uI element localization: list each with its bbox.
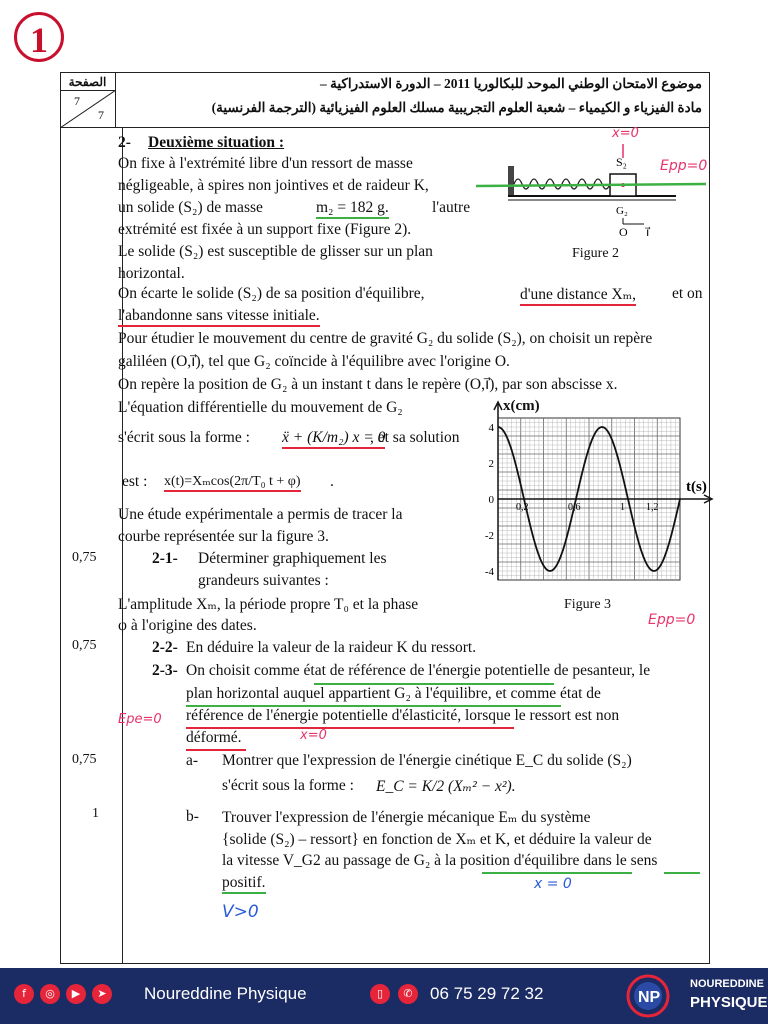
p5-equation: ẍ + (K/m₂) x = 0 [282, 429, 385, 449]
p5-line-2a: s'écrit sous la forme : [118, 429, 250, 446]
brand-logo-icon [612, 972, 684, 1020]
underline-red-2 [186, 749, 246, 751]
header-line-1: موضوع الامتحان الوطني الموحد للبكالوريا 2011 – الدورة الاستدراكية – [319, 76, 702, 91]
q21-line-1: Déterminer graphiquement les [198, 550, 387, 567]
qb-line-1: Trouver l'expression de l'énergie mécanique Eₘ du système [222, 809, 591, 826]
p5-line-3a: est : [122, 473, 148, 490]
p1-mass-value: m₂ = 182 g. [316, 199, 389, 219]
x-tick-label: 1 [620, 502, 625, 513]
wall-support [508, 166, 514, 196]
q23-line-2: plan horizontal auquel appartient G₂ à l'équilibre, et comme état de [186, 685, 601, 702]
figure-3-chart [476, 398, 716, 598]
hand-note-v-positive: V>0 [222, 902, 259, 922]
figure-3-caption: Figure 3 [564, 597, 612, 612]
page-indicator [60, 72, 116, 128]
figure-2-diagram [476, 140, 706, 250]
telegram-icon[interactable]: ➤ [92, 984, 112, 1004]
p2-d: l'abandonne sans vitesse initiale. [118, 307, 320, 327]
section-title: Deuxième situation : [148, 134, 285, 151]
page-number-badge: 1 [14, 12, 64, 62]
qa-formula: E_C = K/2 (Xₘ² − x²). [376, 778, 516, 795]
p1-line-3b: l'autre [432, 199, 471, 216]
page-divider [60, 90, 116, 128]
score-qa: 0,75 [72, 752, 97, 767]
score-q21: 0,75 [72, 550, 97, 565]
p3-line-2: galiléen (O,i⃗), tel que G₂ coïncide à l'équilibre avec l'origine O. [118, 353, 510, 370]
page-current: 7 [74, 94, 80, 108]
q23-number: 2-3- [152, 662, 178, 679]
q23-line-1: On choisit comme état de référence de l'énergie potentielle de pesanteur, le [186, 662, 651, 679]
underline-green-4 [664, 872, 700, 874]
p4-line: On repère la position de G₂ à un instant t dans le repère (O,i⃗), par son abscisse x. [118, 376, 618, 393]
q21-line-4: φ à l'origine des dates. [118, 617, 257, 634]
label-i: i⃗ [646, 225, 650, 239]
p6-line-2: courbe représentée sur la figure 3. [118, 528, 329, 545]
figure-2-caption: Figure 2 [572, 246, 620, 261]
p1-line-6: horizontal. [118, 265, 185, 282]
q21-line-3: L'amplitude Xₘ, la période propre T₀ et la phase [118, 596, 419, 613]
hand-note-epp0: Epp=0 [660, 158, 708, 174]
footer-channel-name: Noureddine Physique [144, 984, 307, 1003]
header-line-2: مادة الفيزياء و الكيمياء – شعبة العلوم التجريبية مسلك العلوم الفيزيائية (الترجمة الفرنسية) [211, 100, 702, 115]
qb-line-4: positif. [222, 874, 266, 894]
whatsapp-icon[interactable]: ✆ [398, 984, 418, 1004]
y-tick-label: -2 [484, 530, 494, 542]
label-g2: G₂ [616, 205, 628, 217]
p5-line-3b: . [330, 473, 334, 490]
qb-line-3: la vitesse V_G2 au passage de G₂ à la position d'équilibre dans le sens [222, 852, 658, 869]
chart-y-label: x(cm) [503, 398, 540, 414]
p1-line-2: négligeable, à spires non jointives et de raideur K, [118, 177, 429, 194]
page-total: 7 [98, 108, 104, 122]
y-tick-label: 2 [488, 458, 494, 470]
q22-text: En déduire la valeur de la raideur K du ressort. [186, 639, 477, 656]
p2-c: et on [672, 285, 703, 302]
q23-line-4: déformé. [186, 729, 242, 746]
p3-line-1: Pour étudier le mouvement du centre de gravité G₂ du solide (S₂), on choisit un repère [118, 330, 653, 347]
q21-line-2: grandeurs suivantes : [198, 572, 329, 589]
score-qb: 1 [92, 806, 99, 821]
logo-text-bottom: PHYSIQUE [690, 994, 768, 1011]
qa-line-2: s'écrit sous la forme : [222, 777, 354, 794]
hand-note-epp0-2: Epp=0 [648, 612, 696, 628]
hand-note-x0-mid: x=0 [300, 728, 327, 743]
y-tick-label: -4 [484, 566, 494, 578]
y-tick-label: 0 [488, 494, 494, 506]
underline-green-1 [314, 683, 554, 685]
qa-number: a- [186, 752, 199, 769]
facebook-icon[interactable]: f [14, 984, 34, 1004]
footer-phone: 06 75 29 72 32 [430, 984, 544, 1003]
qb-number: b- [186, 808, 199, 825]
q23-line-3: référence de l'énergie potentielle d'élasticité, lorsque le ressort est non [186, 707, 620, 724]
qb-line-2: {solide (S₂) – ressort} en fonction de Xₘ et K, et déduire la valeur de [222, 831, 652, 848]
section-number: 2- [118, 134, 131, 151]
score-q22: 0,75 [72, 638, 97, 653]
x-tick-label: 0,6 [568, 502, 581, 513]
x-tick-label: 1,2 [646, 502, 659, 513]
exam-header [60, 72, 710, 128]
phone-icon[interactable]: ▯ [370, 984, 390, 1004]
y-tick-label: 4 [488, 422, 494, 434]
hand-note-x0-bottom: x = 0 [534, 876, 572, 892]
p2-a: On écarte le solide (S₂) de sa position d'équilibre, [118, 285, 425, 302]
p2-b: d'une distance Xₘ, [520, 285, 636, 306]
underline-green-2 [186, 705, 561, 707]
p1-line-5: Le solide (S₂) est susceptible de glisser sur un plan [118, 243, 433, 260]
chart-x-label: t(s) [686, 479, 707, 495]
p1-line-4: extrémité est fixée à un support fixe (Figure 2). [118, 221, 412, 238]
p1-line-1: On fixe à l'extrémité libre d'un ressort de masse [118, 155, 413, 172]
label-o: O [619, 225, 628, 239]
logo-text-top: NOUREDDINE [690, 978, 764, 990]
q21-number: 2-1- [152, 550, 178, 567]
instagram-icon[interactable]: ◎ [40, 984, 60, 1004]
underline-green-3 [482, 872, 632, 874]
hand-note-epe0: Epe=0 [118, 712, 162, 727]
q22-number: 2-2- [152, 639, 178, 656]
youtube-icon[interactable]: ▶ [66, 984, 86, 1004]
page-label: الصفحة [60, 74, 115, 91]
p5-solution: x(t)=Xₘcos(2π/T₀ t + φ) [164, 473, 301, 492]
svg-text:NP: NP [638, 989, 661, 1006]
p5-line-2b: , et sa solution [370, 429, 460, 446]
p6-line-1: Une étude expérimentale a permis de tracer la [118, 506, 403, 523]
p1-line-3a: un solide (S₂) de masse [118, 199, 263, 216]
underline-red-1 [186, 727, 514, 729]
p5-line-1: L'équation différentielle du mouvement de G₂ [118, 399, 403, 416]
label-s2: S₂ [616, 155, 627, 169]
footer-bar [0, 968, 768, 1024]
qa-line-1: Montrer que l'expression de l'énergie cinétique E_C du solide (S₂) [222, 752, 632, 769]
x-tick-label: 0,2 [516, 502, 529, 513]
hand-note-x0-top: x=0 [612, 126, 639, 141]
